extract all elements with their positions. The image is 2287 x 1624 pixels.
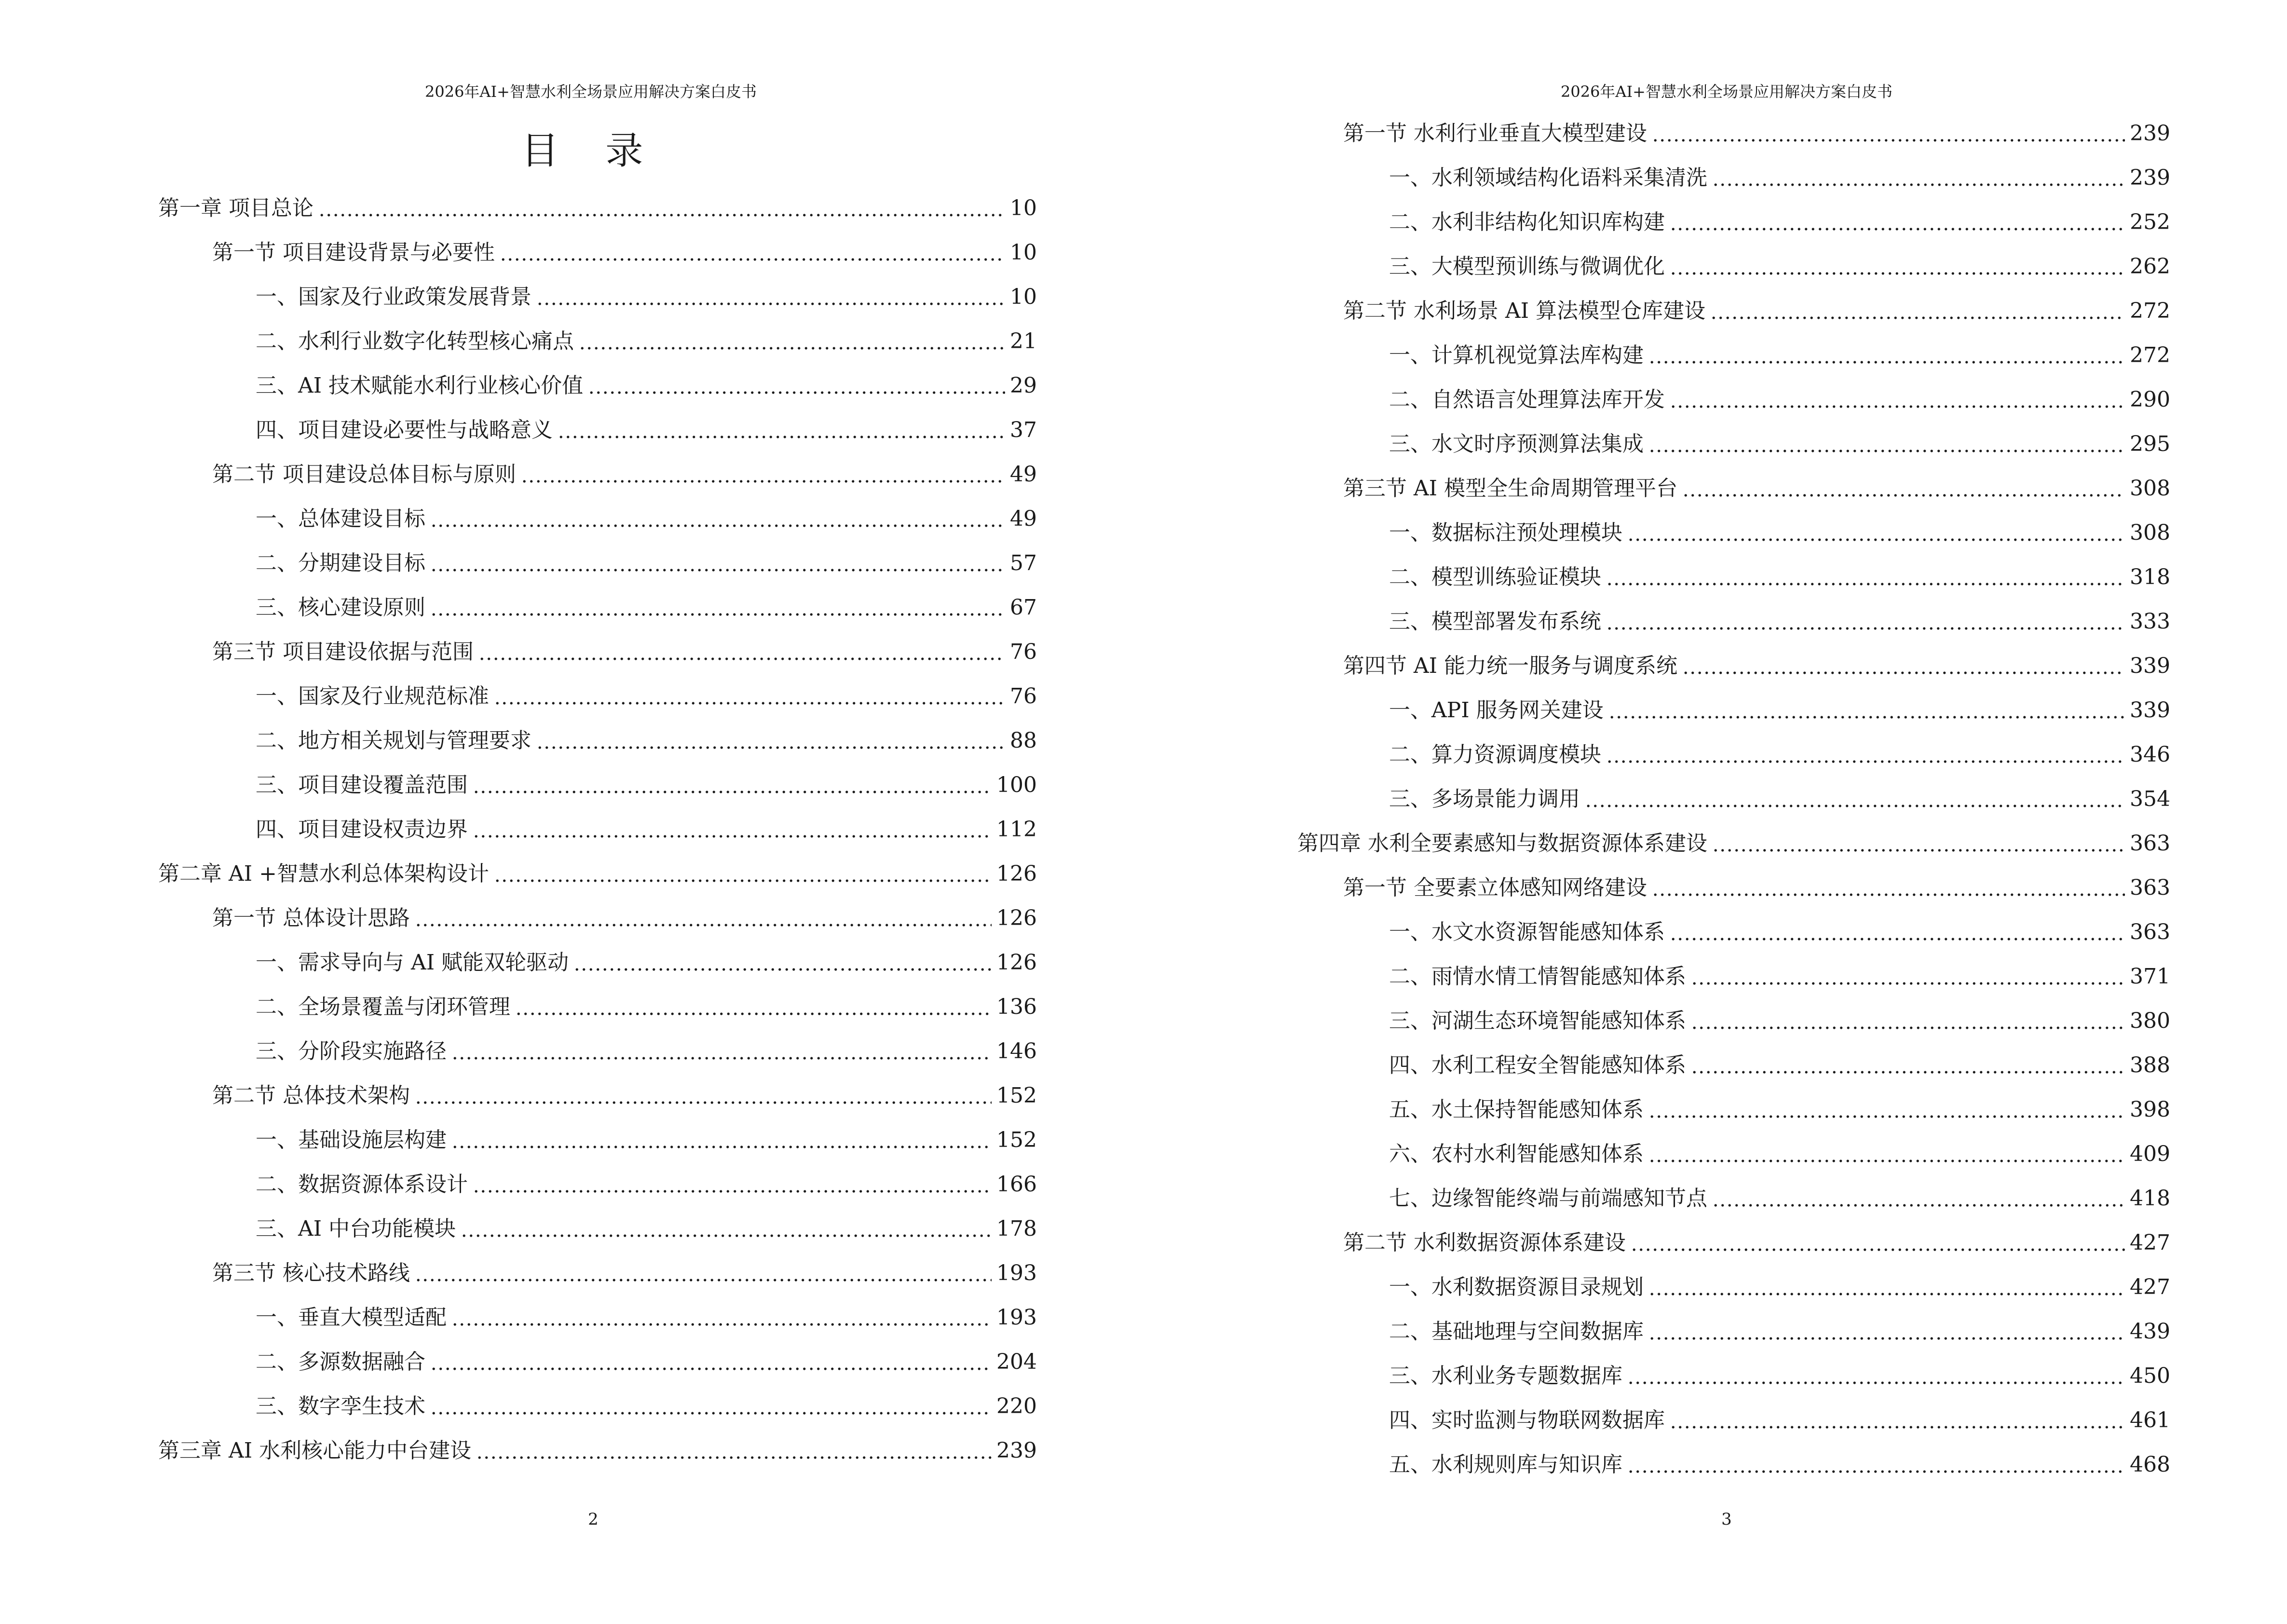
toc-entry-page-number: 363: [2130, 920, 2170, 944]
toc-item-entry[interactable]: [1297, 245, 2170, 289]
dot-leader: [473, 1189, 992, 1194]
toc-entry-page-number: 239: [2130, 165, 2170, 190]
dot-leader: [318, 213, 1005, 218]
dot-leader: [1691, 1070, 2125, 1075]
toc-entry-page-number: 10: [1010, 285, 1037, 309]
toc-item-entry[interactable]: [158, 541, 1037, 586]
toc-section-entry[interactable]: [158, 231, 1037, 275]
dot-leader: [473, 834, 992, 839]
toc-entry-page-number: 354: [2130, 787, 2170, 811]
toc-item-entry[interactable]: [1297, 422, 2170, 466]
toc-entry-page-number: 193: [996, 1305, 1037, 1330]
toc-entry-label: 三、AI 技术赋能水利行业核心价值: [256, 373, 584, 398]
toc-entry-label: 四、水利工程安全智能感知体系: [1389, 1053, 1686, 1078]
toc-item-entry[interactable]: [1297, 600, 2170, 644]
dot-leader: [1648, 1114, 2125, 1119]
toc-entry-page-number: 10: [1010, 196, 1037, 220]
toc-entry-page-number: 308: [2130, 476, 2170, 501]
toc-entry-label: 一、水利数据资源目录规划: [1389, 1275, 1644, 1299]
toc-entry-label: 一、水文水资源智能感知体系: [1389, 920, 1665, 944]
dot-leader: [415, 923, 992, 928]
dot-leader: [1648, 1159, 2125, 1163]
toc-entry-page-number: 272: [2130, 343, 2170, 368]
toc-section-entry[interactable]: [1297, 289, 2170, 333]
dot-leader: [451, 1322, 992, 1327]
toc-entry-page-number: 409: [2130, 1142, 2170, 1166]
toc-entry-label: 二、多源数据融合: [256, 1350, 425, 1374]
toc-entry-label: 三、水利业务专题数据库: [1389, 1364, 1622, 1388]
toc-entry-page-number: 239: [2130, 121, 2170, 146]
toc-item-entry[interactable]: [1297, 555, 2170, 600]
toc-section-entry[interactable]: [1297, 1221, 2170, 1265]
toc-entry-page-number: 76: [1010, 640, 1037, 664]
toc-item-entry[interactable]: [1297, 511, 2170, 555]
toc-entry-label: 一、数据标注预处理模块: [1389, 520, 1622, 545]
dot-leader: [415, 1100, 992, 1105]
toc-item-entry[interactable]: [1297, 910, 2170, 955]
toc-entry-page-number: 88: [1010, 728, 1037, 753]
toc-entry-label: 第四节 AI 能力统一服务与调度系统: [1343, 654, 1678, 678]
toc-entry-page-number: 193: [996, 1261, 1037, 1285]
toc-entry-page-number: 37: [1010, 418, 1037, 442]
dot-leader: [1652, 892, 2125, 897]
toc-entry-page-number: 146: [996, 1039, 1037, 1064]
toc-entry-page-number: 295: [2130, 432, 2170, 456]
toc-item-entry[interactable]: [158, 1384, 1037, 1429]
toc-item-entry[interactable]: [1297, 333, 2170, 378]
toc-entry-label: 二、雨情水情工情智能感知体系: [1389, 964, 1686, 989]
page-number: 3: [1721, 1510, 1732, 1529]
toc-entry-label: 第三节 核心技术路线: [212, 1261, 410, 1285]
dot-leader: [1606, 582, 2125, 587]
toc-item-entry[interactable]: [158, 763, 1037, 807]
dot-leader: [430, 612, 1005, 617]
dot-leader: [415, 1278, 992, 1283]
toc-item-entry[interactable]: [158, 719, 1037, 763]
toc-entry-page-number: 100: [996, 773, 1037, 797]
toc-item-entry[interactable]: [158, 941, 1037, 985]
dot-leader: [430, 523, 1005, 528]
dot-leader: [494, 878, 992, 883]
toc-entry-label: 第一节 项目建设背景与必要性: [212, 240, 495, 265]
toc-entry-label: 一、总体建设目标: [256, 506, 425, 531]
dot-leader: [1670, 1425, 2125, 1430]
toc-entry-label: 三、多场景能力调用: [1389, 787, 1580, 811]
toc-entry-label: 七、边缘智能终端与前端感知节点: [1389, 1186, 1707, 1211]
dot-leader: [500, 257, 1005, 262]
toc-item-entry[interactable]: [1297, 156, 2170, 200]
toc-entry-page-number: 339: [2130, 698, 2170, 723]
toc-entry-page-number: 10: [1010, 240, 1037, 265]
dot-leader: [536, 745, 1005, 750]
toc-item-entry[interactable]: [1297, 1176, 2170, 1221]
toc-section-entry[interactable]: [1297, 866, 2170, 910]
toc-item-entry[interactable]: [1297, 1132, 2170, 1176]
toc-entry-label: 第三章 AI 水利核心能力中台建设: [158, 1438, 472, 1463]
toc-entry-label: 三、水文时序预测算法集成: [1389, 432, 1644, 456]
toc-entry-label: 一、国家及行业规范标准: [256, 684, 489, 709]
toc-item-entry[interactable]: [1297, 1310, 2170, 1354]
toc-entry-page-number: 152: [996, 1083, 1037, 1108]
toc-item-entry[interactable]: [158, 1029, 1037, 1074]
toc-item-entry[interactable]: [1297, 1354, 2170, 1398]
toc-entry-label: 二、地方相关规划与管理要求: [256, 728, 531, 753]
toc-item-entry[interactable]: [1297, 1398, 2170, 1443]
toc-entry-page-number: 461: [2130, 1408, 2170, 1433]
dot-leader: [1691, 1025, 2125, 1030]
toc-entry-page-number: 76: [1010, 684, 1037, 709]
toc-entry-page-number: 272: [2130, 299, 2170, 323]
toc-entry-page-number: 252: [2130, 210, 2170, 234]
toc-entry-label: 一、国家及行业政策发展背景: [256, 285, 531, 309]
toc-entry-page-number: 339: [2130, 654, 2170, 678]
toc-entry-label: 四、项目建设必要性与战略意义: [256, 418, 553, 442]
toc-entry-label: 二、水利非结构化知识库构建: [1389, 210, 1665, 234]
toc-entry-label: 第二节 项目建设总体目标与原则: [212, 462, 516, 487]
toc-entry-label: 第二节 总体技术架构: [212, 1083, 410, 1108]
toc-item-entry[interactable]: [1297, 999, 2170, 1043]
toc-entry-page-number: 371: [2130, 964, 2170, 989]
toc-section-entry[interactable]: [1297, 644, 2170, 688]
toc-entry-page-number: 49: [1010, 462, 1037, 487]
toc-list: [1297, 111, 2170, 1487]
toc-section-entry[interactable]: [1297, 111, 2170, 156]
toc-item-entry[interactable]: [158, 674, 1037, 719]
toc-item-entry[interactable]: [158, 1340, 1037, 1384]
dot-leader: [1648, 449, 2125, 453]
running-header: 2026年AI+智慧水利全场景应用解决方案白皮书: [1560, 82, 1892, 101]
dot-leader: [476, 1455, 992, 1460]
dot-leader: [558, 435, 1005, 439]
toc-entry-label: 二、模型训练验证模块: [1389, 565, 1601, 589]
toc-entry-page-number: 136: [996, 995, 1037, 1019]
dot-leader: [430, 1411, 992, 1416]
toc-entry-page-number: 388: [2130, 1053, 2170, 1078]
toc-entry-label: 一、垂直大模型适配: [256, 1305, 447, 1330]
toc-item-entry[interactable]: [1297, 200, 2170, 245]
toc-entry-page-number: 380: [2130, 1009, 2170, 1033]
toc-item-entry[interactable]: [158, 586, 1037, 630]
toc-chapter-entry[interactable]: [158, 186, 1037, 231]
toc-entry-label: 三、核心建设原则: [256, 595, 425, 620]
toc-entry-page-number: 21: [1010, 329, 1037, 354]
toc-entry-label: 第四章 水利全要素感知与数据资源体系建设: [1297, 831, 1707, 856]
dot-leader: [1670, 227, 2125, 232]
toc-entry-page-number: 418: [2130, 1186, 2170, 1211]
dot-leader: [579, 346, 1005, 351]
toc-entry-page-number: 220: [996, 1394, 1037, 1419]
dot-leader: [588, 390, 1005, 395]
dot-leader: [1631, 1247, 2125, 1252]
toc-section-entry[interactable]: [158, 630, 1037, 674]
toc-entry-page-number: 178: [996, 1216, 1037, 1241]
dot-leader: [1648, 360, 2125, 365]
toc-entry-page-number: 308: [2130, 520, 2170, 545]
dot-leader: [451, 1056, 992, 1061]
toc-item-entry[interactable]: [1297, 1043, 2170, 1088]
toc-title: 目 录: [521, 129, 661, 173]
toc-entry-label: 第一章 项目总论: [158, 196, 313, 220]
toc-entry-page-number: 126: [996, 950, 1037, 975]
toc-entry-label: 三、模型部署发布系统: [1389, 609, 1601, 634]
page-number: 2: [588, 1510, 599, 1529]
toc-item-entry[interactable]: [158, 985, 1037, 1029]
dot-leader: [536, 301, 1005, 306]
toc-entry-label: 第二节 水利数据资源体系建设: [1343, 1230, 1626, 1255]
toc-entry-label: 三、分阶段实施路径: [256, 1039, 447, 1064]
dot-leader: [1648, 1292, 2125, 1296]
toc-entry-label: 一、基础设施层构建: [256, 1128, 447, 1152]
dot-leader: [1627, 537, 2125, 542]
toc-entry-label: 三、河湖生态环境智能感知体系: [1389, 1009, 1686, 1033]
dot-leader: [451, 1145, 992, 1149]
dot-leader: [1691, 981, 2125, 986]
toc-item-entry[interactable]: [158, 1296, 1037, 1340]
toc-section-entry[interactable]: [158, 1074, 1037, 1118]
toc-entry-page-number: 427: [2130, 1230, 2170, 1255]
dot-leader: [1682, 493, 2125, 498]
dot-leader: [1608, 715, 2125, 720]
toc-entry-page-number: 333: [2130, 609, 2170, 634]
dot-leader: [1670, 271, 2125, 276]
toc-entry-label: 五、水土保持智能感知体系: [1389, 1097, 1644, 1122]
right-page: [1144, 0, 2287, 1624]
toc-entry-page-number: 57: [1010, 551, 1037, 575]
dot-leader: [1627, 1380, 2125, 1385]
toc-entry-page-number: 439: [2130, 1319, 2170, 1344]
dot-leader: [573, 967, 992, 972]
toc-entry-page-number: 262: [2130, 254, 2170, 279]
toc-chapter-entry[interactable]: [158, 852, 1037, 896]
toc-entry-page-number: 67: [1010, 595, 1037, 620]
toc-item-entry[interactable]: [158, 1162, 1037, 1207]
dot-leader: [1648, 1336, 2125, 1341]
dot-leader: [1627, 1469, 2125, 1474]
toc-entry-label: 五、水利规则库与知识库: [1389, 1452, 1622, 1477]
dot-leader: [1606, 759, 2125, 764]
toc-entry-label: 四、实时监测与物联网数据库: [1389, 1408, 1665, 1433]
toc-entry-label: 第一节 总体设计思路: [212, 906, 410, 930]
dot-leader: [1606, 626, 2125, 631]
toc-entry-label: 一、水利领域结构化语料采集清洗: [1389, 165, 1707, 190]
toc-entry-label: 二、自然语言处理算法库开发: [1389, 387, 1665, 412]
toc-entry-page-number: 346: [2130, 742, 2170, 767]
toc-entry-page-number: 427: [2130, 1275, 2170, 1299]
toc-entry-label: 三、大模型预训练与微调优化: [1389, 254, 1665, 279]
dot-leader: [478, 656, 1005, 661]
toc-entry-label: 一、需求导向与 AI 赋能双轮驱动: [256, 950, 569, 975]
dot-leader: [1670, 937, 2125, 942]
toc-entry-label: 二、基础地理与空间数据库: [1389, 1319, 1644, 1344]
toc-item-entry[interactable]: [158, 497, 1037, 541]
toc-entry-label: 二、全场景覆盖与闭环管理: [256, 995, 510, 1019]
toc-item-entry[interactable]: [1297, 777, 2170, 821]
toc-entry-label: 一、API 服务网关建设: [1389, 698, 1604, 723]
toc-item-entry[interactable]: [158, 275, 1037, 319]
toc-entry-page-number: 450: [2130, 1364, 2170, 1388]
dot-leader: [494, 701, 1005, 706]
toc-entry-page-number: 29: [1010, 373, 1037, 398]
toc-list: [158, 186, 1037, 1473]
running-header: 2026年AI+智慧水利全场景应用解决方案白皮书: [424, 82, 757, 101]
toc-item-entry[interactable]: [1297, 733, 2170, 777]
dot-leader: [1670, 404, 2125, 409]
dot-leader: [521, 479, 1005, 484]
toc-entry-label: 第二节 水利场景 AI 算法模型仓库建设: [1343, 299, 1706, 323]
toc-section-entry[interactable]: [1297, 466, 2170, 511]
toc-entry-label: 三、AI 中台功能模块: [256, 1216, 456, 1241]
toc-entry-page-number: 398: [2130, 1097, 2170, 1122]
toc-entry-page-number: 126: [996, 861, 1037, 886]
toc-item-entry[interactable]: [1297, 1088, 2170, 1132]
toc-chapter-entry[interactable]: [1297, 821, 2170, 866]
toc-chapter-entry[interactable]: [158, 1429, 1037, 1473]
toc-entry-page-number: 363: [2130, 875, 2170, 900]
toc-entry-page-number: 112: [996, 817, 1037, 842]
toc-section-entry[interactable]: [158, 896, 1037, 941]
toc-section-entry[interactable]: [158, 1251, 1037, 1296]
dot-leader: [1712, 182, 2125, 187]
dot-leader: [430, 568, 1005, 573]
dot-leader: [1682, 670, 2125, 675]
toc-entry-page-number: 152: [996, 1128, 1037, 1152]
toc-entry-page-number: 126: [996, 906, 1037, 930]
toc-entry-page-number: 166: [996, 1172, 1037, 1197]
dot-leader: [1712, 848, 2125, 853]
dot-leader: [515, 1011, 992, 1016]
toc-entry-label: 第三节 AI 模型全生命周期管理平台: [1343, 476, 1678, 501]
toc-entry-page-number: 239: [996, 1438, 1037, 1463]
toc-item-entry[interactable]: [158, 364, 1037, 408]
toc-entry-page-number: 49: [1010, 506, 1037, 531]
toc-entry-page-number: 468: [2130, 1452, 2170, 1477]
toc-item-entry[interactable]: [158, 1118, 1037, 1162]
toc-entry-label: 第一节 水利行业垂直大模型建设: [1343, 121, 1647, 146]
toc-entry-label: 第一节 全要素立体感知网络建设: [1343, 875, 1647, 900]
toc-entry-page-number: 363: [2130, 831, 2170, 856]
dot-leader: [1712, 1203, 2125, 1208]
toc-entry-label: 二、数据资源体系设计: [256, 1172, 468, 1197]
toc-item-entry[interactable]: [158, 807, 1037, 852]
dot-leader: [473, 790, 992, 794]
toc-entry-page-number: 318: [2130, 565, 2170, 589]
toc-item-entry[interactable]: [1297, 688, 2170, 733]
toc-entry-label: 第二章 AI +智慧水利总体架构设计: [158, 861, 489, 886]
dot-leader: [1710, 315, 2125, 320]
toc-entry-page-number: 290: [2130, 387, 2170, 412]
toc-item-entry[interactable]: [1297, 378, 2170, 422]
dot-leader: [1585, 804, 2125, 808]
toc-entry-label: 第三节 项目建设依据与范围: [212, 640, 474, 664]
toc-item-entry[interactable]: [1297, 1443, 2170, 1487]
toc-entry-label: 一、计算机视觉算法库构建: [1389, 343, 1644, 368]
toc-entry-label: 六、农村水利智能感知体系: [1389, 1142, 1644, 1166]
dot-leader: [461, 1233, 992, 1238]
toc-entry-label: 二、分期建设目标: [256, 551, 425, 575]
toc-item-entry[interactable]: [1297, 1265, 2170, 1310]
dot-leader: [1652, 138, 2125, 143]
toc-item-entry[interactable]: [1297, 955, 2170, 999]
toc-entry-label: 三、项目建设覆盖范围: [256, 773, 468, 797]
toc-entry-label: 二、算力资源调度模块: [1389, 742, 1601, 767]
dot-leader: [430, 1366, 992, 1371]
toc-entry-label: 四、项目建设权责边界: [256, 817, 468, 842]
toc-entry-page-number: 204: [996, 1350, 1037, 1374]
toc-item-entry[interactable]: [158, 408, 1037, 452]
toc-entry-label: 三、数字孪生技术: [256, 1394, 425, 1419]
toc-item-entry[interactable]: [158, 319, 1037, 364]
toc-section-entry[interactable]: [158, 452, 1037, 497]
toc-entry-label: 二、水利行业数字化转型核心痛点: [256, 329, 574, 354]
toc-item-entry[interactable]: [158, 1207, 1037, 1251]
